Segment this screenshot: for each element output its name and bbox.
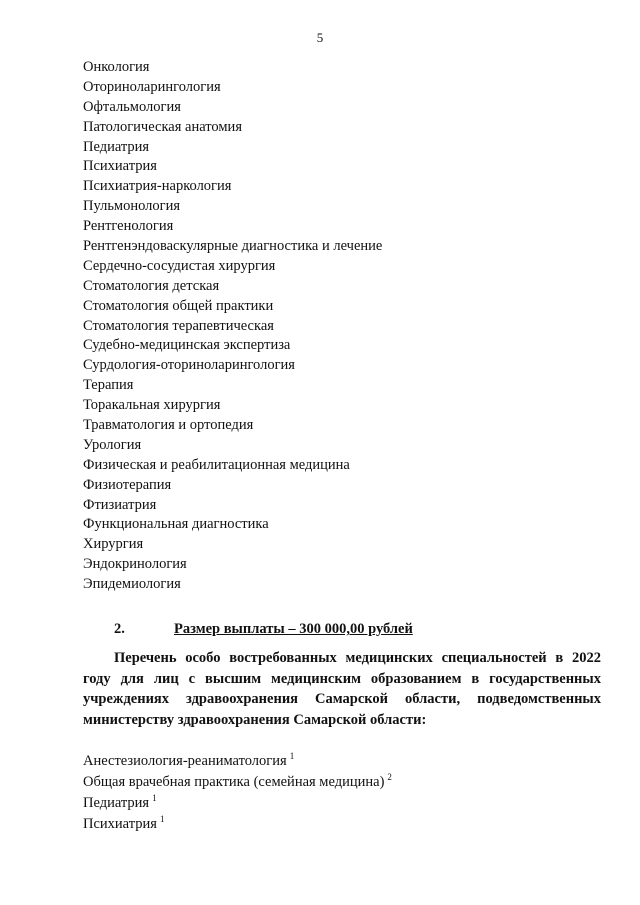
specialty-name: Анестезиология-реаниматология [83, 753, 287, 769]
list-item: Эпидемиология [83, 576, 181, 593]
list-item: Патологическая анатомия [83, 118, 242, 135]
list-item: Фтизиатрия [83, 496, 157, 513]
list-item: Судебно-медицинская экспертиза [83, 337, 291, 354]
list-item: Рентгенология [83, 218, 174, 235]
list-item [83, 767, 392, 788]
list-item: Онкология [83, 59, 150, 75]
priority-specialty-list [83, 746, 392, 830]
list-item: Эндокринология [83, 556, 187, 573]
specialty-list [83, 58, 382, 595]
list-item: Психиатрия-наркология [83, 178, 232, 195]
specialty-name: Психиатрия [83, 816, 157, 832]
list-item: Стоматология терапевтическая [83, 317, 274, 334]
page-number: 5 [316, 30, 324, 45]
specialty-name: Общая врачебная практика (семейная медицина) [83, 774, 385, 790]
list-item [83, 809, 392, 830]
specialty-name: Педиатрия [83, 795, 150, 811]
list-item: Оториноларингология [83, 78, 221, 95]
section-intro: Перечень особо востребованных медицинских специальностей в 2022 году для лиц с высшим медицинским образованием в государственных учреждениях здравоохранения Самарской области, подведомственных министерству здравоохранения Самарской области: [83, 650, 601, 728]
list-item: Психиатрия [83, 158, 157, 175]
list-item: Педиатрия [83, 138, 150, 155]
footnote-marker: 1 [159, 814, 165, 824]
list-item: Сурдология-оториноларингология [83, 357, 295, 374]
list-item: Функциональная диагностика [83, 516, 269, 533]
list-item [83, 788, 392, 809]
footnote-marker: 1 [152, 793, 157, 803]
list-item: Офтальмология [83, 98, 181, 115]
list-item: Сердечно-сосудистая хирургия [83, 257, 276, 274]
list-item: Стоматология детская [83, 277, 220, 294]
list-item: Стоматология общей практики [83, 297, 274, 314]
footnote-marker: 1 [289, 751, 295, 761]
list-item: Пульмонология [83, 198, 181, 215]
list-item: Физическая и реабилитационная медицина [83, 456, 350, 473]
section-number: 2. [114, 621, 125, 637]
list-item: Травматология и ортопедия [83, 417, 254, 434]
list-item: Урология [83, 436, 142, 453]
list-item: Хирургия [83, 536, 144, 553]
section-title: Размер выплаты – 300 000,00 рублей [174, 621, 413, 637]
list-item: Торакальная хирургия [83, 397, 221, 414]
footnote-marker: 2 [387, 772, 392, 782]
section-heading [114, 621, 413, 638]
list-item [83, 746, 392, 767]
list-item: Физиотерапия [83, 476, 172, 493]
list-item: Терапия [83, 377, 134, 394]
list-item: Рентгенэндоваскулярные диагностика и лечение [83, 238, 383, 255]
